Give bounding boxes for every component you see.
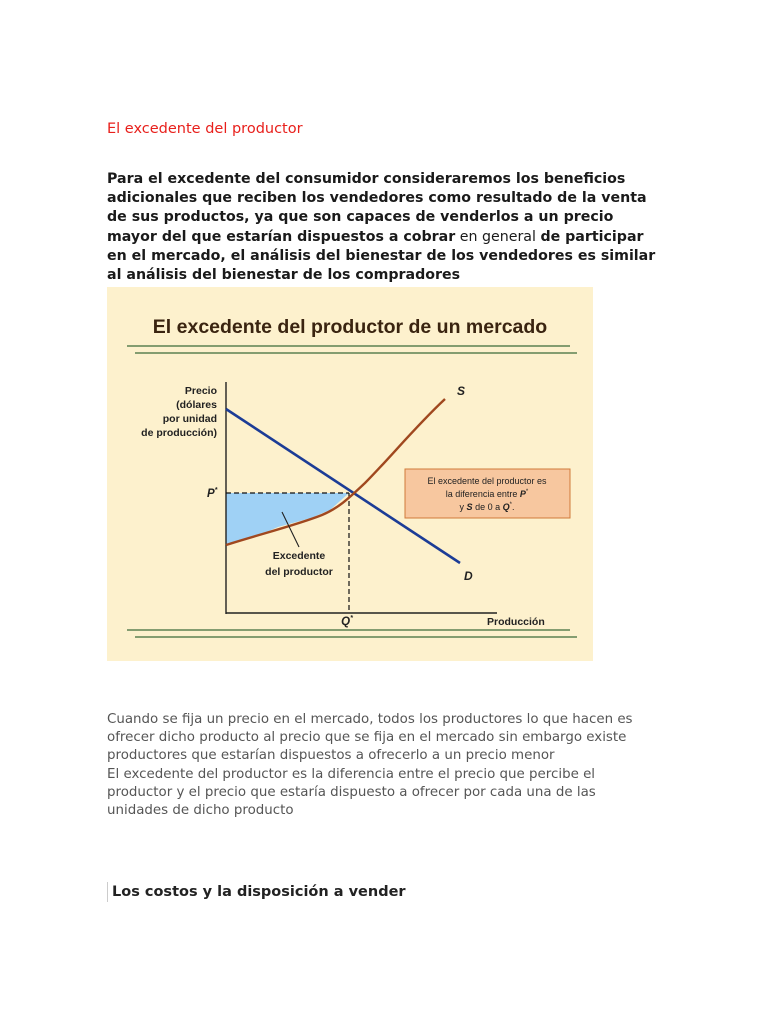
- y-axis-label-line-4: de producción): [141, 427, 217, 439]
- paragraph-line-5: productor y el precio que estaría dispuesto a ofrecer por cada una de las: [107, 784, 596, 800]
- intro-part-1: Para el excedente del consumidor consideraremos los beneficios adicionales que reciben los vendedores como resultado de la venta de sus productos, ya que son capaces de venderlos a un precio mayor del que estarían dispuestos a cobrar: [107, 171, 647, 245]
- callout-line-2: [446, 489, 529, 499]
- page-heading: El excedente del productor: [107, 121, 303, 137]
- paragraph-line-6: unidades de dicho producto: [107, 803, 294, 819]
- callout-line-2-text: la diferencia entre: [445, 489, 520, 499]
- intro-paragraph: [107, 170, 667, 285]
- callout-line-1: El excedente del productor es: [427, 476, 547, 486]
- intro-part-2: en general: [455, 228, 541, 245]
- x-axis-label: Producción: [487, 616, 545, 628]
- y-axis-label-line-1: Precio: [184, 385, 217, 397]
- callout-line-2-star: *: [525, 489, 529, 495]
- callout-line-2-var: P: [519, 489, 526, 499]
- callout-line-3-prefix: y: [459, 502, 467, 512]
- demand-label: D: [464, 569, 473, 583]
- y-axis-label-line-3: por unidad: [162, 413, 217, 425]
- callout-line-3-mid: de 0 a: [472, 502, 503, 512]
- surplus-label-line-1: Excedente: [272, 550, 326, 562]
- paragraph-line-1: Cuando se fija un precio en el mercado, todos los productores lo que hacen es: [107, 712, 633, 727]
- paragraph-line-3: productores que estarían dispuestos a ofrecerlo a un precio menor: [107, 748, 555, 764]
- callout-line-3-var2: Q: [502, 502, 510, 512]
- callout-line-3-star: *: [509, 502, 512, 508]
- paragraph-line-4: El excedente del productor es la diferencia entre el precio que percibe el: [107, 766, 596, 782]
- y-axis-label-line-2: (dólares: [176, 399, 217, 411]
- intro-part-3: de participar en el mercado, el análisis del bienestar de los vendedores es similar al análisis del bienestar de los compradores: [107, 228, 656, 284]
- callout-line-3: [460, 502, 515, 512]
- quantity-label-star: *: [350, 615, 353, 622]
- price-label-letter: P: [207, 488, 215, 500]
- producer-surplus-figure: [107, 287, 593, 661]
- quantity-label-letter: Q: [341, 616, 351, 628]
- price-label-star: *: [214, 487, 218, 494]
- callout-line-3-var: S: [466, 502, 473, 512]
- producer-surplus-diagram: [107, 287, 593, 661]
- surplus-label-line-2: del productor: [265, 566, 333, 578]
- paragraph-line-2: ofrecer dicho producto al precio que se fija en el mercado sin embargo existe: [107, 730, 627, 746]
- supply-label: S: [457, 384, 466, 398]
- body-paragraph: [107, 711, 667, 820]
- figure-title: El excedente del productor de un mercado: [152, 316, 548, 338]
- callout-line-3-end: .: [511, 502, 515, 512]
- section-heading: Los costos y la disposición a vender: [107, 882, 406, 902]
